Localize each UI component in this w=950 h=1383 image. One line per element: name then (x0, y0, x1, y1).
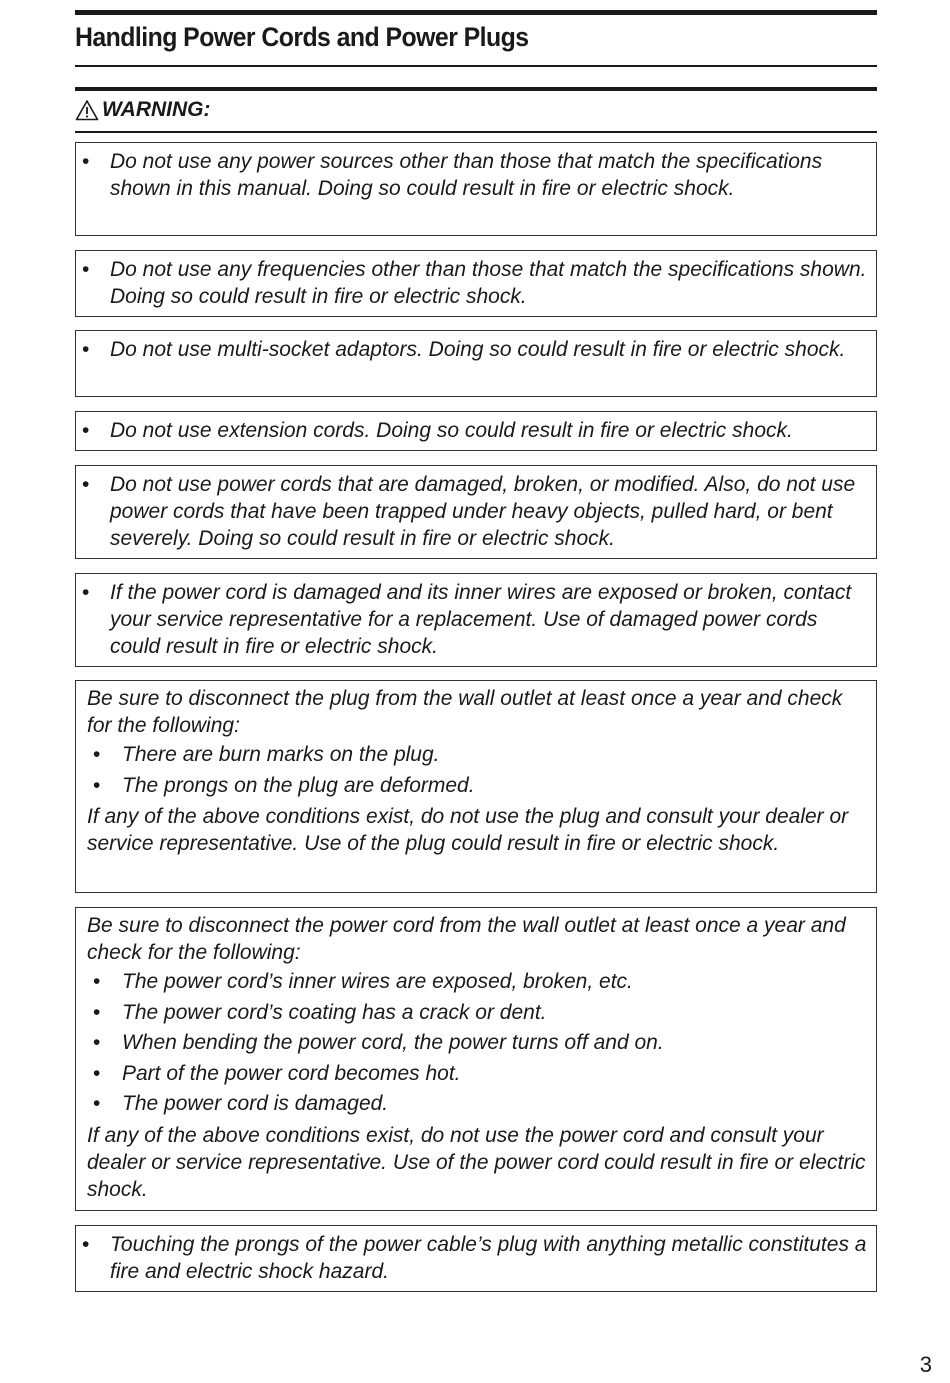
page-number: 3 (919, 1352, 932, 1377)
warning-text: Do not use any power sources other than those that match the specifications shown in this manual. Doing so could result in fire or electric shock. (110, 150, 823, 200)
bullet: • (93, 970, 101, 993)
list-item (87, 1028, 868, 1059)
warning-text: Do not use any frequencies other than those that match the specifications shown. Doing so could result in fire or electric shock. (110, 258, 867, 308)
warning-rule-top (75, 87, 877, 91)
list-item (87, 998, 868, 1029)
warning-triangle-icon (75, 99, 99, 121)
list-item (87, 967, 868, 998)
bullet: • (93, 1031, 101, 1054)
cord-check-list (87, 967, 868, 1120)
warning-text: If the power cord is damaged and its inner wires are exposed or broken, contact your service representative for a replacement. Use of damaged power cords could result in fire or electric shock. (110, 581, 852, 658)
list-item-text: The power cord is damaged. (122, 1092, 389, 1115)
warning-box-multi-socket (75, 330, 877, 397)
warning-text: Do not use extension cords. Doing so could result in fire or electric shock. (110, 419, 793, 442)
warning-box-extension-cords (75, 411, 877, 451)
list-item (87, 740, 868, 771)
warning-box-power-source (75, 142, 877, 236)
bullet: • (93, 1061, 101, 1085)
list-item-text: The prongs on the plug are deformed. (122, 773, 475, 797)
plug-check-outro: If any of the above conditions exist, do not use the plug and consult your dealer or service representative. Use of the plug could result in fire or electric shock. (87, 805, 849, 855)
warning-text: Do not use multi-socket adaptors. Doing so could result in fire or electric shock. (110, 338, 846, 361)
warning-label: WARNING: (102, 98, 211, 121)
list-item-text: There are burn marks on the plug. (122, 743, 440, 766)
list-item-text: The power cord’s inner wires are exposed, broken, etc. (122, 970, 633, 993)
plug-check-box (75, 680, 877, 893)
bullet: • (82, 419, 90, 442)
bullet: • (93, 1000, 101, 1024)
warning-header (75, 98, 211, 122)
list-item (87, 1059, 868, 1090)
warning-text: Touching the prongs of the power cable’s plug with anything metallic constitutes a fire and electric shock hazard. (110, 1233, 867, 1283)
cord-check-intro: Be sure to disconnect the power cord from the wall outlet at least once a year and check for the following: (87, 914, 846, 964)
plug-check-intro: Be sure to disconnect the plug from the wall outlet at least once a year and check for the following: (87, 687, 843, 737)
bullet: • (93, 743, 101, 766)
bullet: • (93, 1092, 101, 1115)
warning-box-metallic-prongs (75, 1225, 877, 1292)
warning-rule-bottom (75, 131, 877, 133)
bullet: • (82, 581, 90, 604)
page-title: Handling Power Cords and Power Plugs (75, 22, 529, 52)
bullet: • (82, 1233, 90, 1256)
top-rule (75, 10, 877, 15)
warning-box-frequency (75, 250, 877, 317)
list-item-text: The power cord’s coating has a crack or dent. (122, 1000, 547, 1024)
cord-check-box (75, 907, 877, 1211)
warning-box-exposed-wires (75, 573, 877, 667)
list-item (87, 771, 868, 802)
plug-check-list (87, 740, 868, 801)
title-rule (75, 65, 877, 67)
bullet: • (93, 773, 101, 797)
warning-box-damaged-cords (75, 465, 877, 559)
cord-check-outro: If any of the above conditions exist, do not use the power cord and consult your dealer or service representative. Use of the power cord could result in fire or electric shock. (87, 1123, 866, 1201)
bullet: • (82, 338, 90, 361)
list-item-text: Part of the power cord becomes hot. (122, 1061, 461, 1085)
bullet: • (82, 150, 90, 173)
warning-text: Do not use power cords that are damaged, broken, or modified. Also, do not use power cords that have been trapped under heavy objects, pulled hard, or bent severely. Doing so could result in fire or electric shock. (110, 473, 856, 550)
list-item (87, 1089, 868, 1120)
bullet: • (82, 258, 90, 281)
bullet: • (82, 473, 90, 496)
list-item-text: When bending the power cord, the power turns off and on. (122, 1031, 664, 1054)
